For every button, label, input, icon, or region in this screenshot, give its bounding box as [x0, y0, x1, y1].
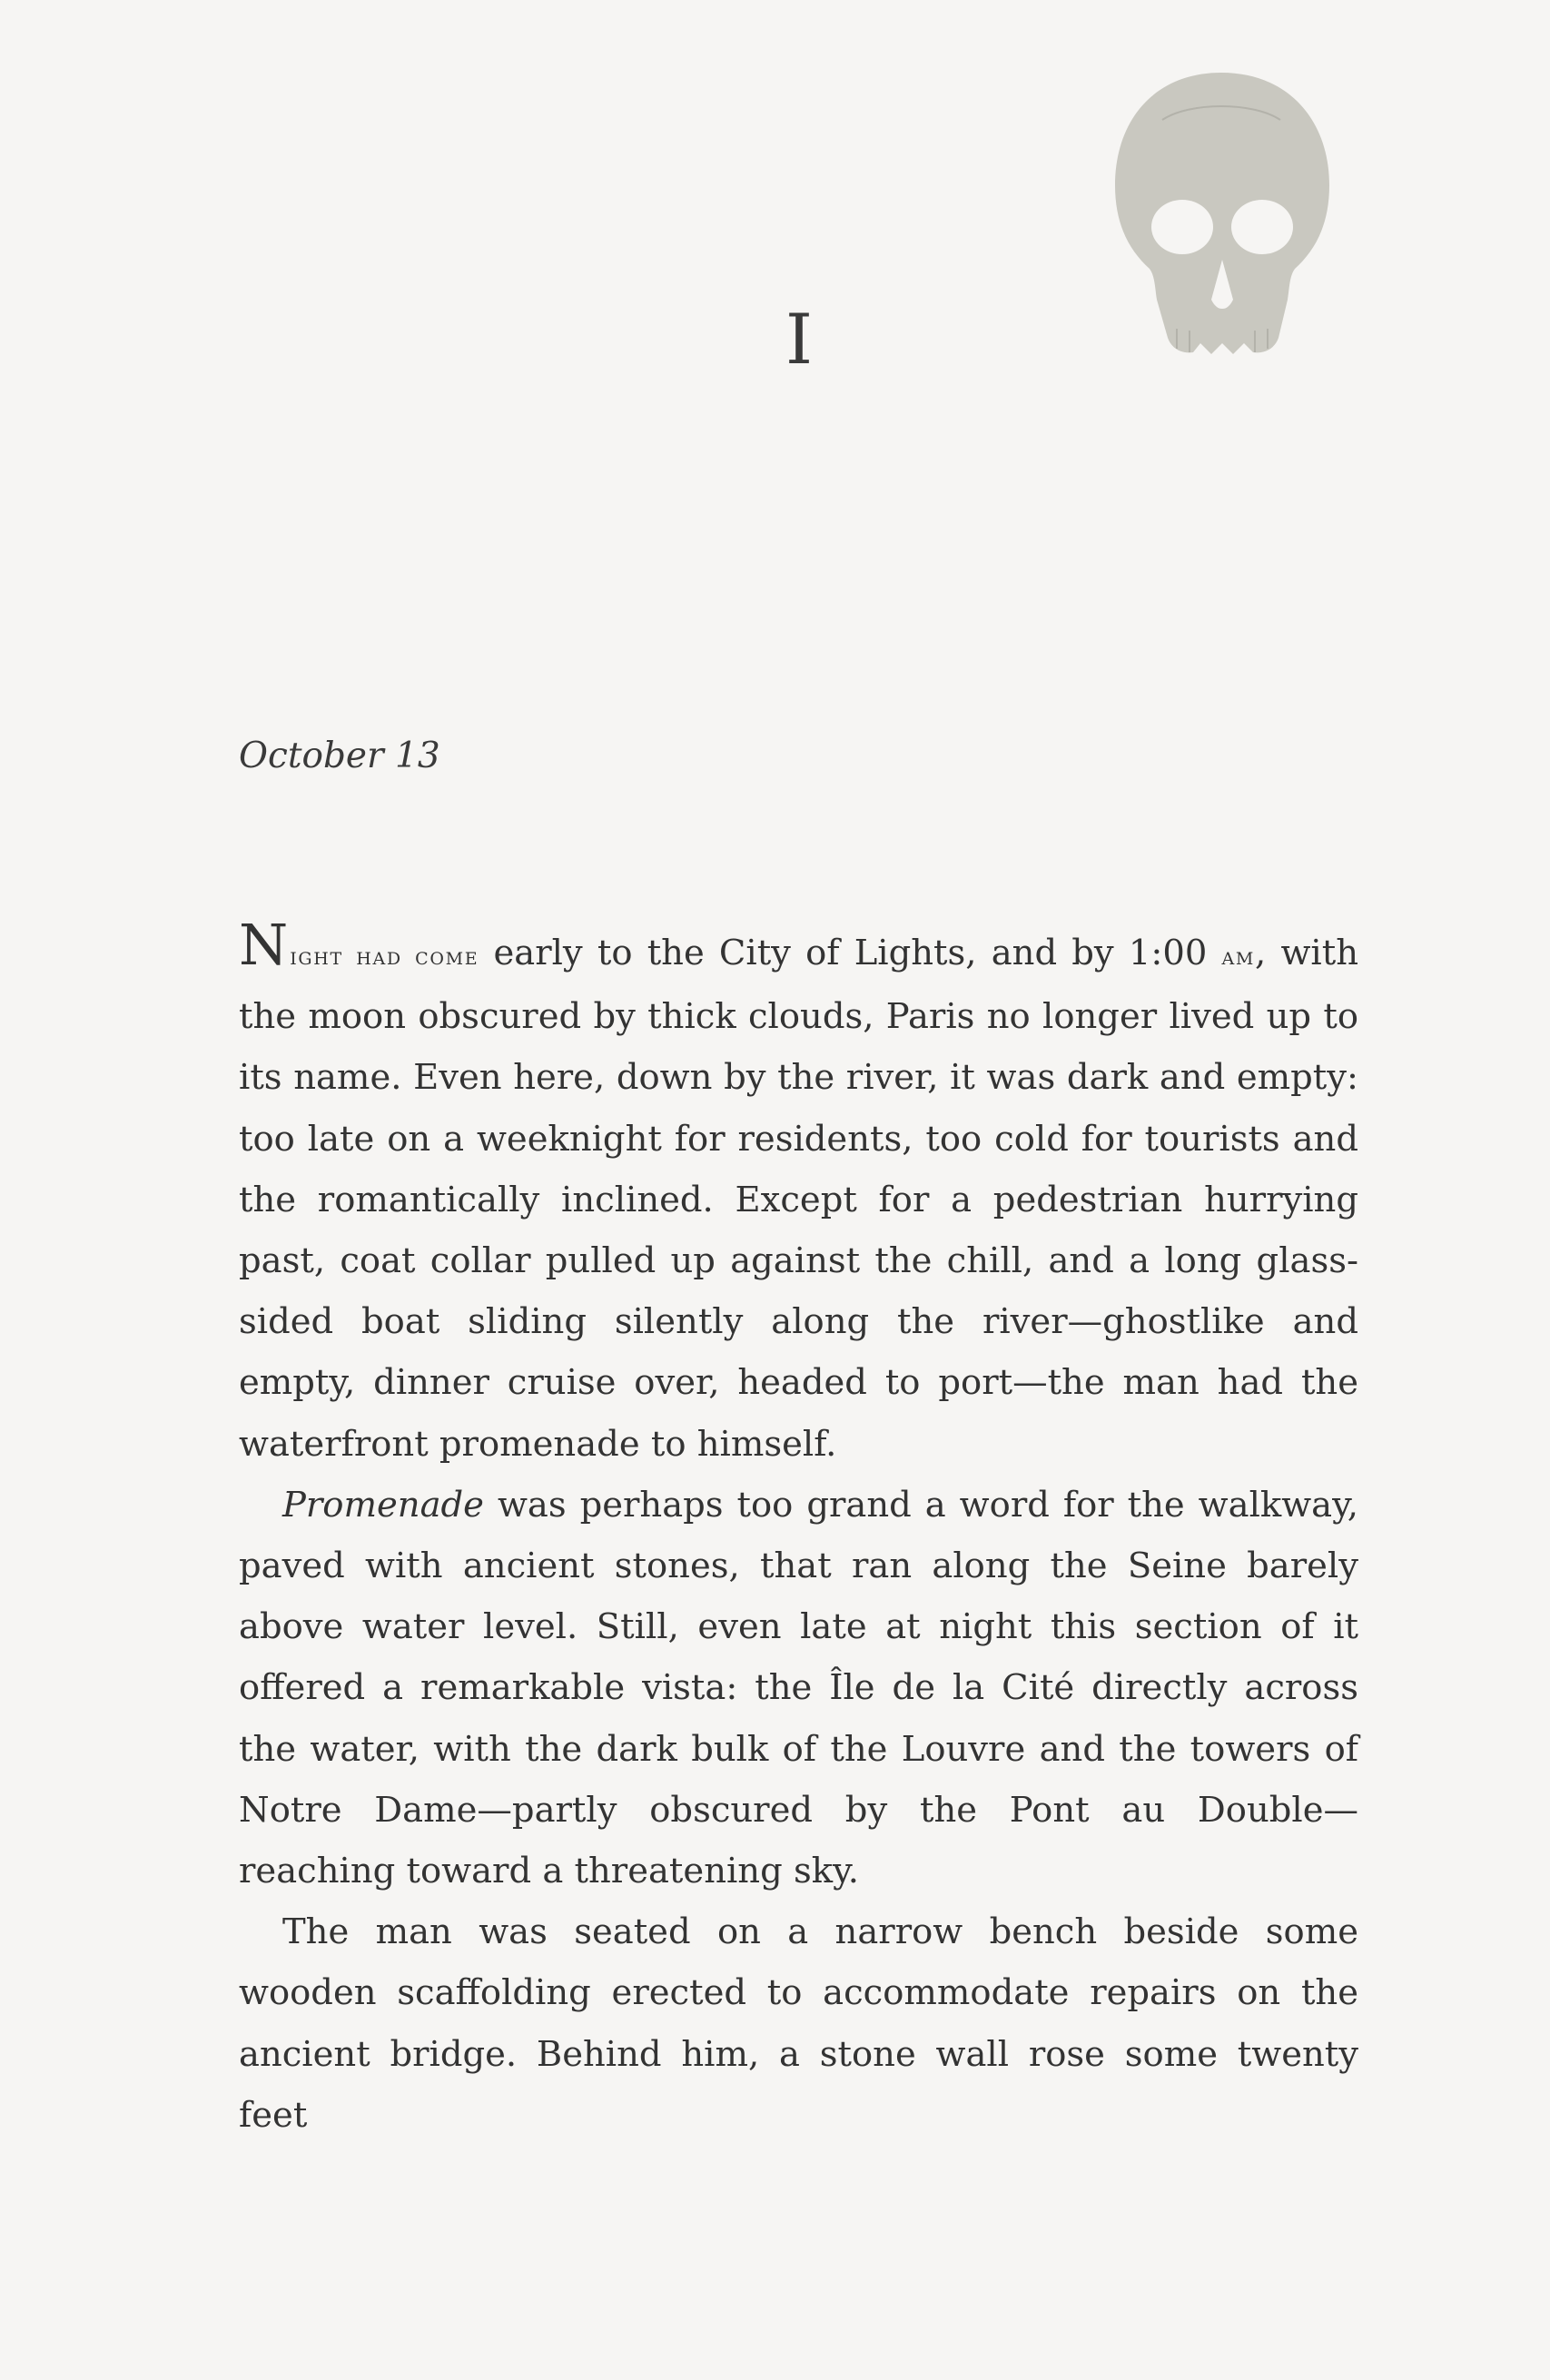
chapter-body [239, 912, 1358, 2146]
dateline: October 13 [239, 736, 440, 776]
chapter-number: I [785, 299, 814, 380]
opening-small-caps: ight had come [290, 941, 479, 971]
paragraph-text: The man was seated on a narrow bench beside some wooden scaffolding erected to accommodate repairs on the ancient bridge. Behind him, a stone wall rose some twenty feet [239, 1911, 1358, 2136]
paragraph [239, 1901, 1358, 2146]
paragraph-text: , with the moon obscured by thick clouds, Paris no longer lived up to its name. Even here, down by the river, it was dark and empty: too late on a weeknight for residents, too cold for tourists and the romantically inclined. Except for a pedestrian hurrying past, coat collar pulled up against the chill, and a long glass-sided boat sliding silently along the river—ghostlike and empty, dinner cruise over, headed to port—the man had the waterfront promenade to himself. [239, 933, 1358, 1465]
italic-lead-word: Promenade [282, 1484, 484, 1526]
drop-cap: N [239, 912, 289, 978]
paragraph [239, 912, 1358, 1475]
paragraph-text: was perhaps too grand a word for the walkway, paved with ancient stones, that ran along the Seine barely above water level. Still, even late at night this section of it offered a remarkable vista: the Île de la Cité directly across the water, with the dark bulk of the Louvre and the towers of Notre Dame—partly obscured by the Pont au Double—reaching toward a threatening sky. [239, 1484, 1358, 1892]
time-small-caps: am [1221, 941, 1256, 971]
paragraph [239, 1475, 1358, 1901]
paragraph-text: early to the City of Lights, and by 1:00 [479, 933, 1222, 973]
skull-icon [1099, 65, 1344, 365]
